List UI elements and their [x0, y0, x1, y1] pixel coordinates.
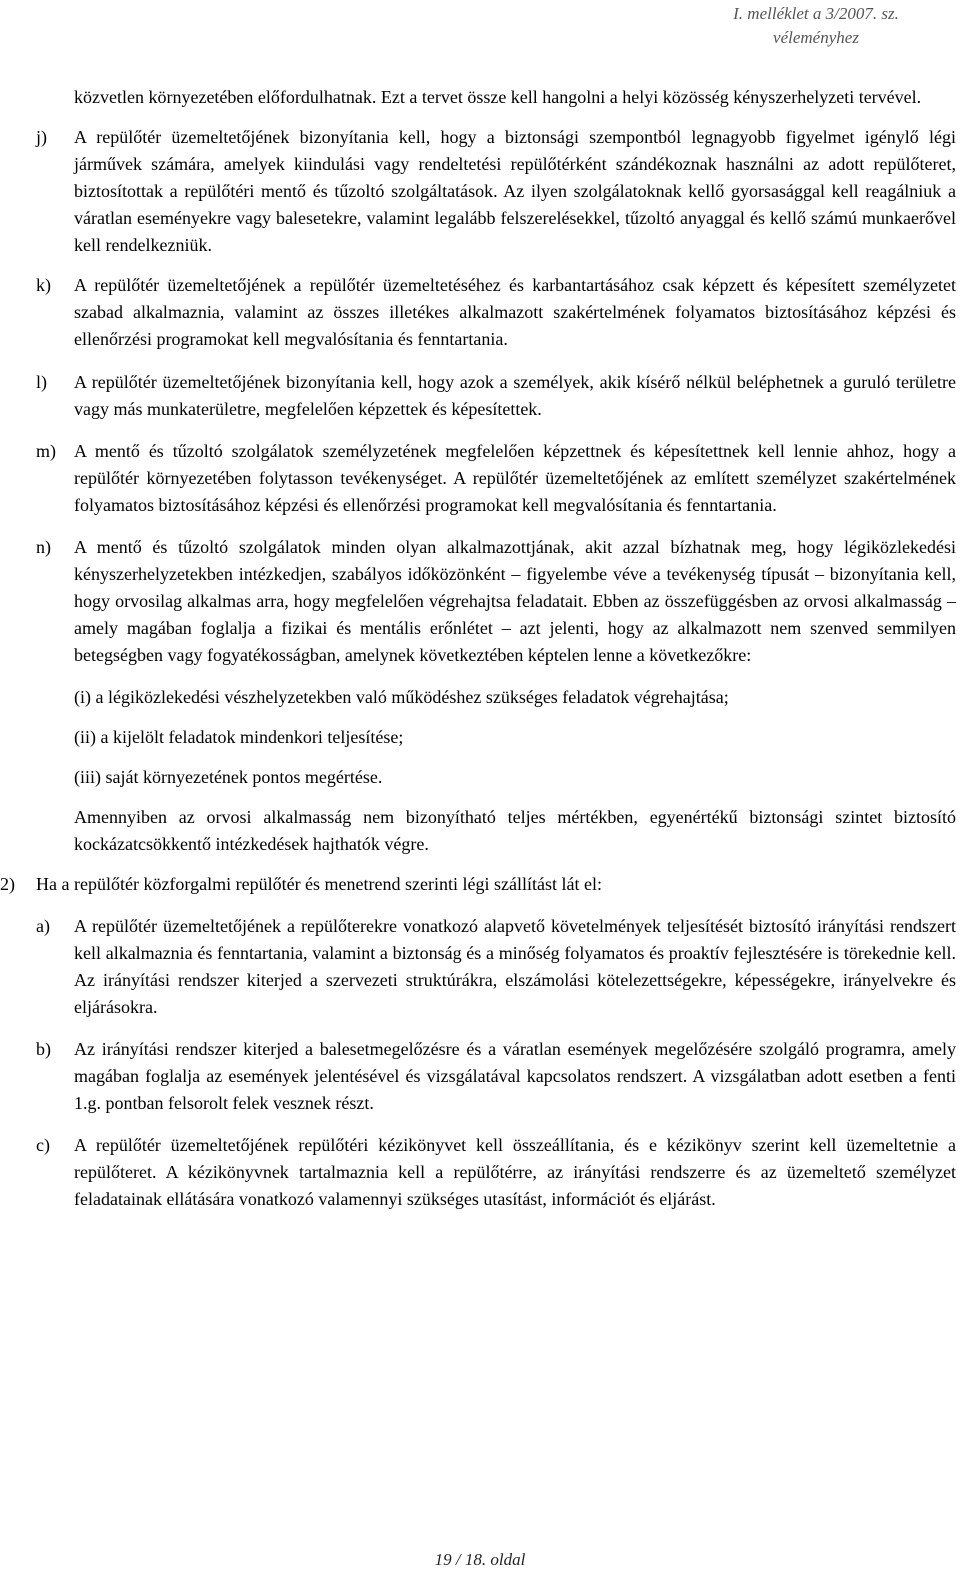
list-item-label: a)	[36, 916, 50, 936]
document-body	[0, 84, 956, 1213]
list-item-a	[36, 913, 956, 1021]
section-label: 2)	[0, 874, 15, 894]
intro-paragraph: közvetlen környezetében előfordulhatnak. Ezt a tervet össze kell hangolni a helyi közösség kényszerhelyzeti tervével.	[74, 87, 922, 107]
list-item-l	[36, 369, 956, 423]
list-item-label: c)	[36, 1135, 50, 1155]
list-item-text: A mentő és tűzoltó szolgálatok minden olyan alkalmazottjának, akit azzal bízhatnak meg, hogy légiközlekedési kényszerhelyzetekben intézkedjen, szabályos időközönként – figyelembe véve a tevékenység típusát – bizonyítania kell, hogy orvosilag alkalmas arra, hogy megfelelően végrehajtsa feladatait. Ebben az összefüggésben az orvosi alkalmasság – amely magában foglalja a fizikai és mentális erőnlétet – azt jelenti, hogy az alkalmazott nem szenved semmilyen betegségben vagy fogyatékosságban, amelynek következtében képtelen lenne a következőkre:	[74, 537, 956, 665]
list-item-text: A repülőtér üzemeltetőjének a repülőtér üzemeltetéséhez és karbantartásához csak képzett és képesített személyzetet szabad alkalmaznia, valamint az összes illetékes alkalmazott szakértelmének folyamatos biztosításához képzési és ellenőrzési programokat kell megvalósítania és fenntartania.	[74, 275, 956, 349]
page-header	[686, 2, 946, 50]
list-item-text: A mentő és tűzoltó szolgálatok személyzetének megfelelően képzettnek és képesítettnek kell lennie ahhoz, hogy a repülőtér környezetében folytasson tevékenységet. A repülőtér üzemeltetőjének az említett személyzet szakértelmének folyamatos biztosításához képzési és ellenőrzési programokat kell megvalósítania és fenntartania.	[74, 441, 956, 515]
list-item-text: A repülőtér üzemeltetőjének bizonyítania kell, hogy a biztonsági szempontból legnagyobb figyelmet igénylő légi járművek számára, amelyek kiindulási vagy rendeltetési repülőtérként szándékoznak használni az adott repülőteret, biztosítottak a repülőtéri mentő és tűzoltó szolgáltatások. Az ilyen szolgálatoknak kellő gyorsasággal kell reagálniuk a váratlan eseményekre vagy balesetekre, valamint legalább felszerelésekkel, tűzoltó anyaggal és kellő számú munkaerővel kell rendelkezniük.	[74, 127, 956, 255]
list-item-label: j)	[36, 127, 47, 147]
subitem-i: (i) a légiközlekedési vészhelyzetekben való működéshez szükséges feladatok végrehajtása;	[74, 687, 729, 707]
subitem-ii: (ii) a kijelölt feladatok mindenkori teljesítése;	[74, 727, 404, 747]
list-item-b	[36, 1036, 956, 1117]
section-2	[0, 871, 956, 898]
header-line-2: véleményhez	[773, 28, 859, 47]
list-item-k	[36, 272, 956, 353]
subitem-iii: (iii) saját környezetének pontos megértése.	[74, 767, 383, 787]
list-item-label: k)	[36, 275, 51, 295]
list-item-c	[36, 1132, 956, 1213]
list-item-text: A repülőtér üzemeltetőjének repülőtéri kézikönyvet kell összeállítania, és e kézikönyv szerint kell üzemeltetnie a repülőteret. A kézikönyvnek tartalmaznia kell a repülőtérre, az irányítási rendszerre és az üzemeltető személyzet feladatainak ellátására vonatkozó valamennyi szükséges utasítást, információt és eljárást.	[74, 1135, 956, 1209]
list-item-n	[36, 534, 956, 669]
list-item-label: b)	[36, 1039, 51, 1059]
list-item-text: A repülőtér üzemeltetőjének bizonyítania kell, hogy azok a személyek, akik kísérő nélkül beléphetnek a guruló területre vagy más munkaterületre, megfelelően képzettek és képesítettek.	[74, 372, 956, 419]
list-item-text: Az irányítási rendszer kiterjed a balesetmegelőzésre és a váratlan események megelőzésére szolgáló programra, amely magában foglalja az események jelentésével és vizsgálatával kapcsolatos rendszert. A vizsgálatban adott esetben a fenti 1.g. pontban felsorolt felek vesznek részt.	[74, 1039, 956, 1113]
header-line-1: I. melléklet a 3/2007. sz.	[733, 4, 899, 23]
list-item-label: n)	[36, 537, 51, 557]
list-item-m	[36, 438, 956, 519]
item-n-closing: Amennyiben az orvosi alkalmasság nem bizonyítható teljes mértékben, egyenértékű biztonsági szintet biztosító kockázatcsökkentő intézkedések hajthatók végre.	[74, 807, 956, 854]
list-item-label: l)	[36, 372, 47, 392]
list-item-label: m)	[36, 441, 56, 461]
section-text: Ha a repülőtér közforgalmi repülőtér és menetrend szerinti légi szállítást lát el:	[36, 874, 602, 894]
list-item-text: A repülőtér üzemeltetőjének a repülőterekre vonatkozó alapvető követelmények teljesítését biztosító irányítási rendszert kell alkalmaznia és fenntartania, valamint a biztonság és a minőség folyamatos és proaktív fejlesztésére is törekednie kell. Az irányítási rendszer kiterjed a szervezeti struktúrákra, elszámolási kötelezettségekre, képességekre, irányelvekre és eljárásokra.	[74, 916, 956, 1017]
page-footer: 19 / 18. oldal	[434, 1550, 526, 1569]
list-item-j	[36, 124, 956, 259]
